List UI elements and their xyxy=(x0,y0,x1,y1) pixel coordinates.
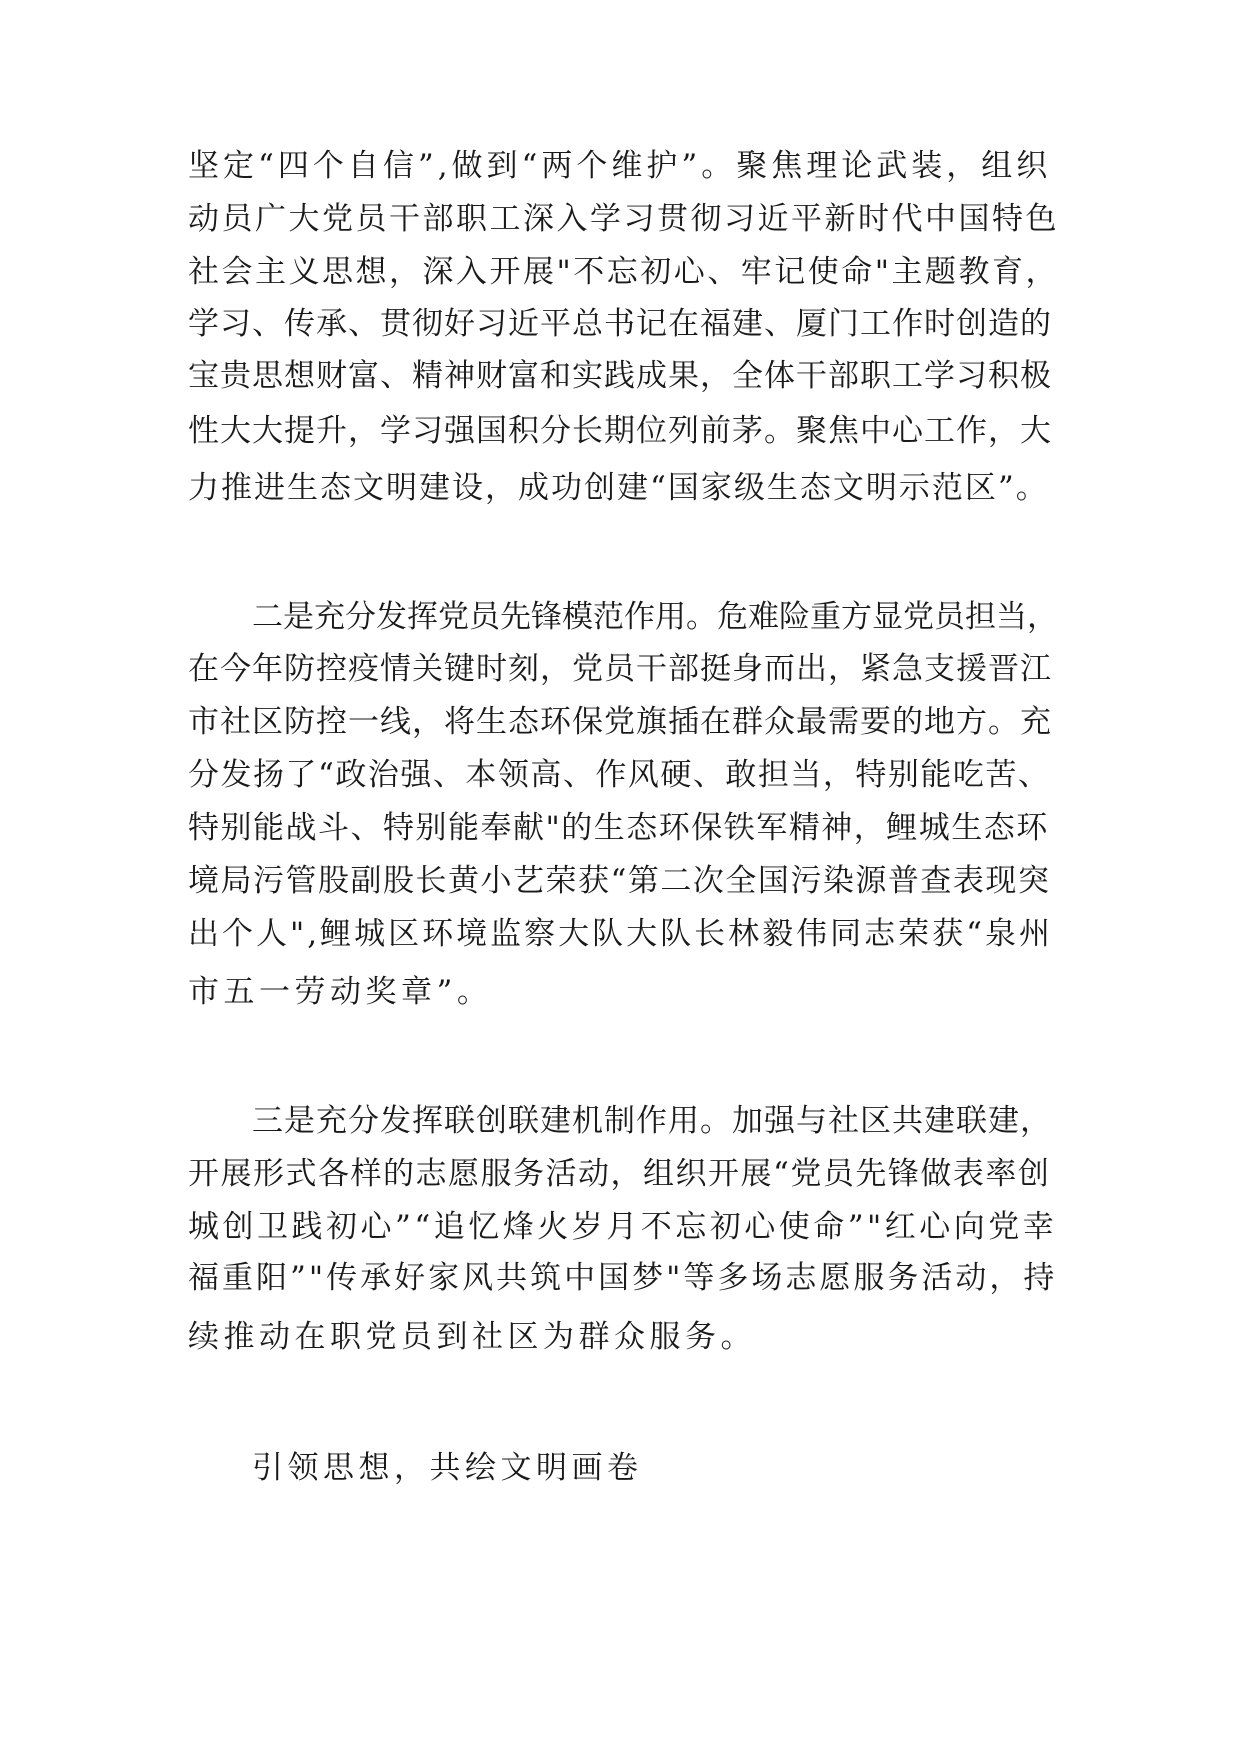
paragraph-line: 特别能战斗、特别能奉献"的生态环保铁军精神，鲤城生态环 xyxy=(188,810,1049,846)
paragraph-line: 二是充分发挥党员先锋模范作用。危难险重方显党员担当， xyxy=(252,599,1058,635)
paragraph-line: 性大大提升，学习强国积分长期位列前茅。聚焦中心工作，大 xyxy=(188,413,1052,449)
paragraph-line: 市五一劳动奖章”。 xyxy=(188,974,493,1010)
paragraph-line: 分发扬了“政治强、本领高、作风硬、敢担当，特别能吃苦、 xyxy=(188,757,1051,793)
paragraph-line: 在今年防控疫情关键时刻，党员干部挺身而出，紧急支援晋江 xyxy=(188,651,1052,687)
section-heading: 引领思想，共绘文明画卷 xyxy=(252,1450,643,1486)
paragraph-line: 续推动在职党员到社区为群众服务。 xyxy=(188,1319,756,1355)
paragraph-line: 出个人",鲤城区环境监察大队大队长林毅伟同志荣获“泉州 xyxy=(188,916,1053,952)
paragraph-line: 力推进生态文明建设，成功创建“国家级生态文明示范区”。 xyxy=(188,470,1049,506)
paragraph-line: 城创卫践初心”“追忆烽火岁月不忘初心使命”"红心向党幸 xyxy=(188,1209,1058,1245)
paragraph-line: 三是充分发挥联创联建机制作用。加强与社区共建联建， xyxy=(252,1103,1052,1139)
paragraph-line: 坚定“四个自信”,做到“两个维护”。聚焦理论武装，组织 xyxy=(188,148,1052,184)
paragraph-line: 动员广大党员干部职工深入学习贯彻习近平新时代中国特色 xyxy=(188,201,1059,237)
paragraph-line: 开展形式各样的志愿服务活动，组织开展“党员先锋做表率创 xyxy=(188,1156,1051,1192)
paragraph-line: 学习、传承、贯彻好习近平总书记在福建、厦门工作时创造的 xyxy=(188,306,1052,342)
paragraph-line: 市社区防控一线，将生态环保党旗插在群众最需要的地方。充 xyxy=(188,704,1052,740)
paragraph-line: 境局污管股副股长黄小艺荣获“第二次全国污染源普查表现突 xyxy=(188,863,1051,899)
paragraph-line: 宝贵思想财富、精神财富和实践成果，全体干部职工学习积极 xyxy=(188,358,1052,394)
paragraph-line: 福重阳”"传承好家风共筑中国梦"等多场志愿服务活动，持 xyxy=(188,1260,1058,1296)
paragraph-line: 社会主义思想，深入开展"不忘初心、牢记使命"主题教育， xyxy=(188,254,1060,290)
